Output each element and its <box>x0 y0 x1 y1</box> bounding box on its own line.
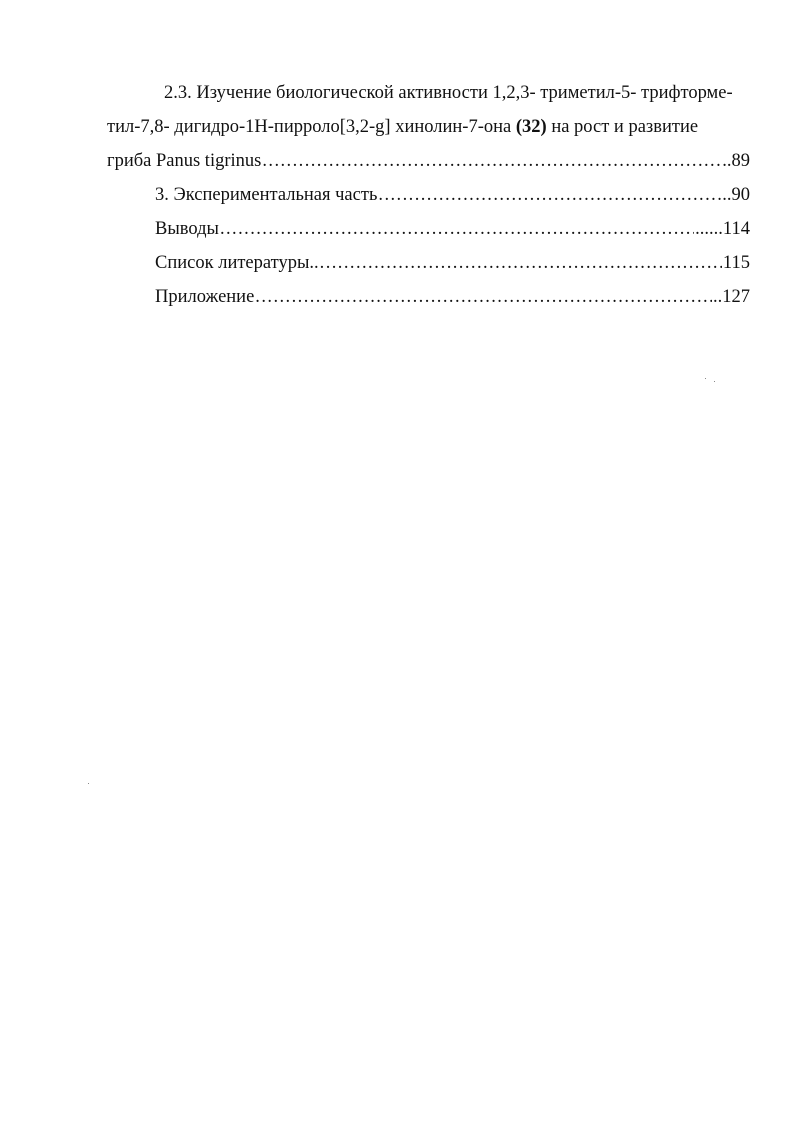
toc-entry-2-3-text-end: на рост и развитие <box>546 117 699 137</box>
toc-entry-conclusions <box>107 212 750 246</box>
toc-entry-label: 3. Экспериментальная часть <box>155 185 378 205</box>
toc-entry-label: гриба Panus tigrinus <box>107 151 262 171</box>
compound-number: (32) <box>515 117 547 137</box>
toc-entry-2-3-line2 <box>107 117 698 137</box>
toc-entry-page-number: ..90 <box>722 185 750 205</box>
toc-entry-label: Выводы <box>155 219 219 239</box>
toc-entry-label: Приложение <box>155 287 255 307</box>
toc-entry-2-3-line1: 2.3. Изучение биологической активности 1,2,3- триметил-5- трифторме- <box>164 83 733 103</box>
toc-entry-2-3-text: тил-7,8- дигидро-1Н-пирроло[3,2-g] хинолин-7-она <box>107 117 516 137</box>
toc-entry-2-3 <box>107 76 750 144</box>
toc-entry-2-3-last-line <box>107 144 750 178</box>
dot-leader <box>378 178 721 212</box>
table-of-contents <box>107 76 750 314</box>
scan-speck <box>88 783 89 784</box>
dot-leader <box>320 246 722 280</box>
toc-entry-page-number: ..89 <box>722 151 750 171</box>
toc-entry-page-number: 115 <box>722 253 750 273</box>
dot-leader <box>220 212 694 246</box>
toc-entry-experimental <box>107 178 750 212</box>
toc-entry-references <box>107 246 750 280</box>
toc-entry-page-number: ..127 <box>713 287 750 307</box>
scan-speck <box>705 378 706 379</box>
scan-speck <box>714 381 715 382</box>
dot-leader <box>262 144 721 178</box>
toc-entry-appendix <box>107 280 750 314</box>
toc-entry-label: Список литературы.. <box>155 253 319 273</box>
toc-entry-page-number: ......114 <box>695 219 750 239</box>
dot-leader <box>255 280 712 314</box>
